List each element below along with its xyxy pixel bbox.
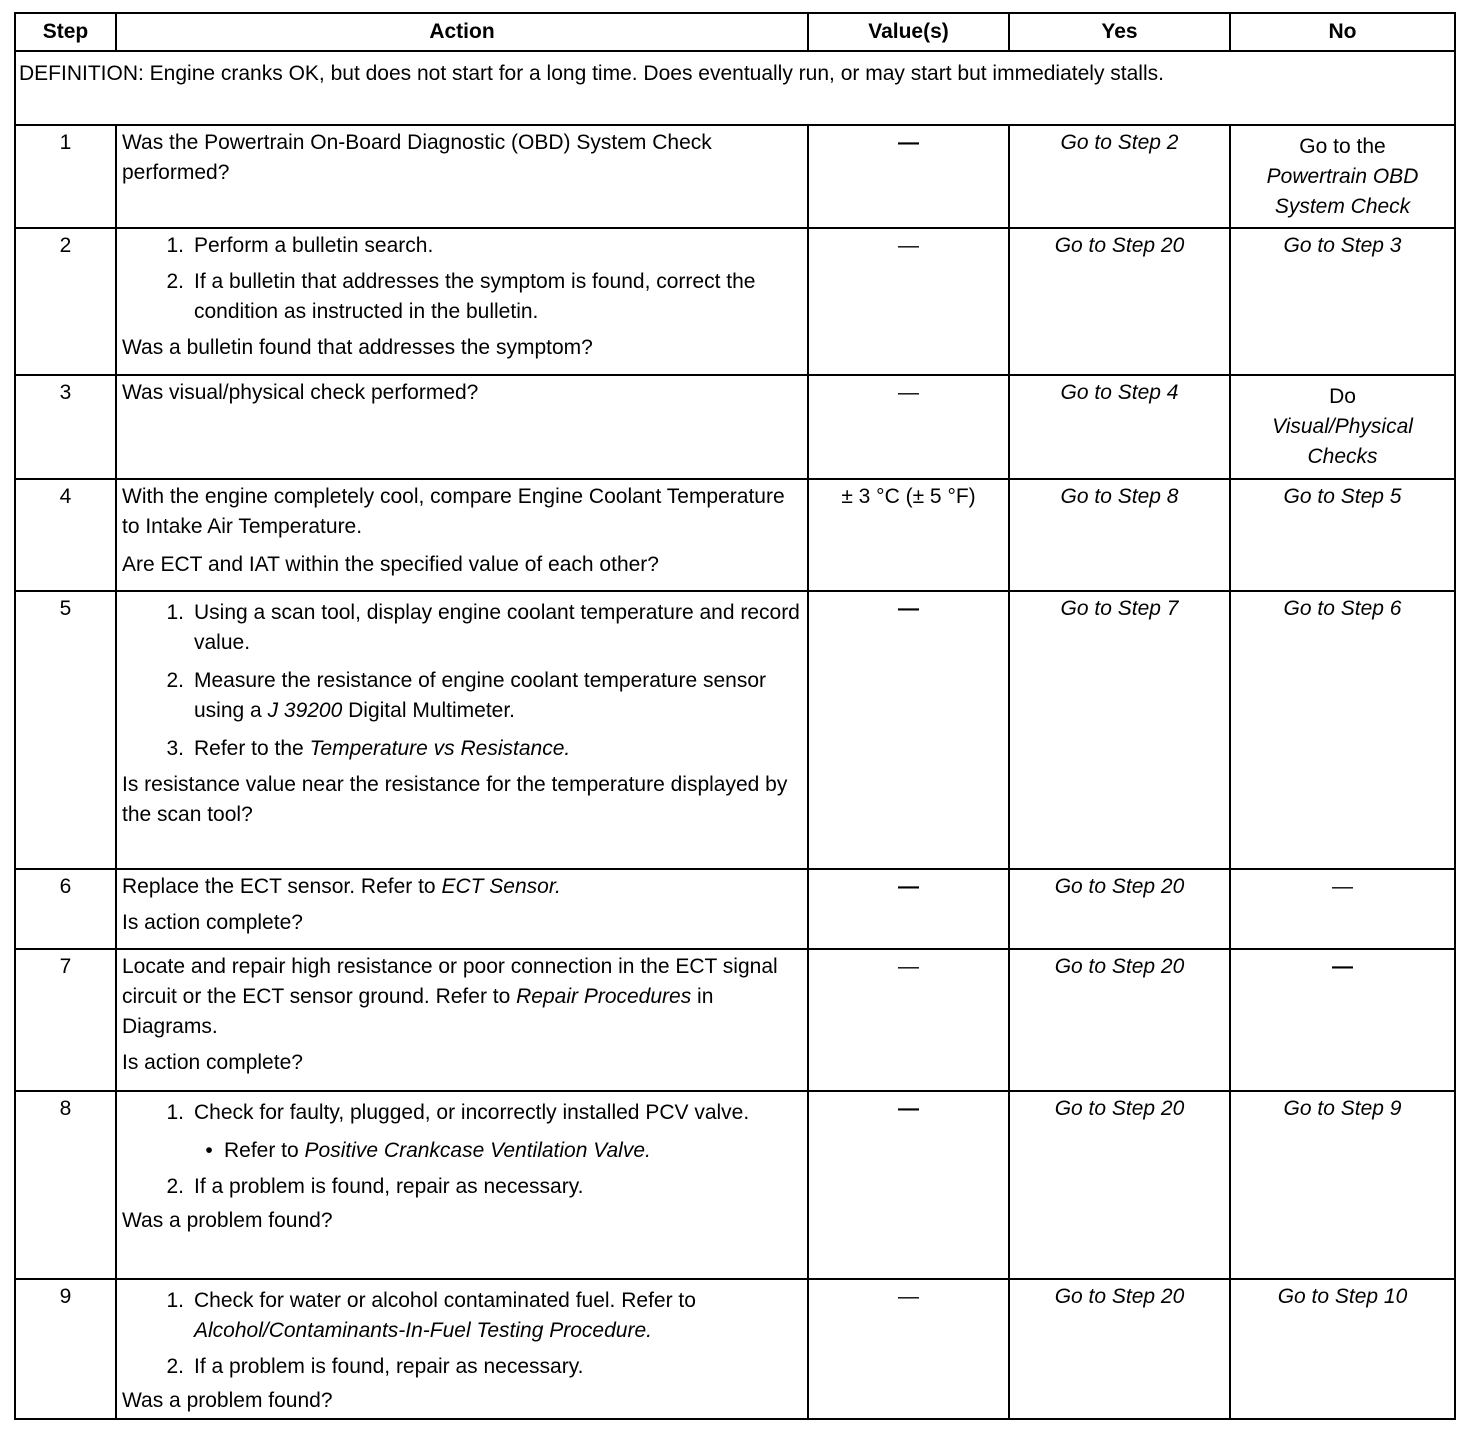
- action-cell: [116, 228, 808, 375]
- value-cell: —: [808, 228, 1009, 375]
- no-cell: Go to Step 5: [1230, 479, 1455, 591]
- header-values: Value(s): [808, 13, 1009, 51]
- header-row: [15, 13, 1455, 51]
- no-cell: Go to Step 9: [1230, 1091, 1455, 1279]
- question-text: Is action complete?: [122, 1051, 303, 1074]
- list-item: 1. Check for water or alcohol contaminated fuel. Refer to Alcohol/Contaminants-In-Fuel Testing Procedure.: [166, 1289, 696, 1342]
- yes-cell: Go to Step 20: [1009, 949, 1230, 1091]
- question-text: Was a problem found?: [122, 1389, 333, 1412]
- list-item: 2. Measure the resistance of engine coolant temperature sensor using a J 39200 Digital Multimeter.: [166, 669, 766, 722]
- step-number: 8: [15, 1091, 116, 1279]
- step-number: 9: [15, 1279, 116, 1419]
- table-row: [15, 949, 1455, 1091]
- list-item: 1. Using a scan tool, display engine coolant temperature and record value.: [166, 601, 800, 654]
- value-cell: —: [808, 591, 1009, 869]
- yes-cell: Go to Step 7: [1009, 591, 1230, 869]
- table-row: [15, 591, 1455, 869]
- bullet-item: • Refer to Positive Crankcase Ventilation Valve.: [205, 1139, 651, 1162]
- step-number: 3: [15, 375, 116, 479]
- value-cell: ± 3 °C (± 5 °F): [808, 479, 1009, 591]
- action-text: Replace the ECT sensor. Refer to ECT Sensor.: [122, 875, 561, 898]
- question-text: Was a bulletin found that addresses the symptom?: [122, 336, 593, 359]
- value-cell: —: [808, 949, 1009, 1091]
- question-text: Is action complete?: [122, 911, 303, 934]
- no-cell: [1230, 375, 1455, 479]
- list-item: 2. If a problem is found, repair as necessary.: [166, 1355, 584, 1378]
- table-row: [15, 125, 1455, 228]
- yes-cell: Go to Step 4: [1009, 375, 1230, 479]
- action-cell: [116, 949, 808, 1091]
- action-cell: [116, 375, 808, 479]
- value-cell: —: [808, 869, 1009, 949]
- diagnostic-table: [14, 12, 1456, 1420]
- step-number: 5: [15, 591, 116, 869]
- no-cell: —: [1230, 949, 1455, 1091]
- question-text: Are ECT and IAT within the specified value of each other?: [122, 553, 659, 576]
- header-no: No: [1230, 13, 1455, 51]
- no-cell: Go to Step 6: [1230, 591, 1455, 869]
- yes-cell: Go to Step 20: [1009, 869, 1230, 949]
- table-row: [15, 1091, 1455, 1279]
- table-row: [15, 375, 1455, 479]
- table-row: [15, 228, 1455, 375]
- no-reference: Visual/Physical Checks: [1272, 415, 1413, 468]
- action-cell: [116, 1091, 808, 1279]
- table-row: [15, 1279, 1455, 1419]
- step-number: 4: [15, 479, 116, 591]
- list-item: 3. Refer to the Temperature vs Resistance.: [166, 737, 571, 760]
- no-cell: [1230, 125, 1455, 228]
- action-text: Locate and repair high resistance or poor connection in the ECT signal circuit or the ECT sensor ground. Refer to Repair Procedures in Diagrams.: [122, 955, 778, 1038]
- no-prefix: Go to the: [1299, 134, 1386, 158]
- action-cell: [116, 1279, 808, 1419]
- step-number: 7: [15, 949, 116, 1091]
- no-prefix: Do: [1329, 385, 1356, 408]
- action-cell: [116, 479, 808, 591]
- no-cell: Go to Step 10: [1230, 1279, 1455, 1419]
- action-text: Was the Powertrain On-Board Diagnostic (OBD) System Check performed?: [122, 131, 712, 184]
- list-item: 1. Check for faulty, plugged, or incorrectly installed PCV valve.: [166, 1101, 750, 1124]
- action-cell: [116, 591, 808, 869]
- list-item: 2. If a bulletin that addresses the symptom is found, correct the condition as instructed in the bulletin.: [166, 270, 756, 323]
- header-step: Step: [15, 13, 116, 51]
- yes-cell: Go to Step 20: [1009, 1091, 1230, 1279]
- list-item: 1. Perform a bulletin search.: [166, 234, 434, 257]
- no-cell: —: [1230, 869, 1455, 949]
- yes-cell: Go to Step 8: [1009, 479, 1230, 591]
- question-text: Is resistance value near the resistance for the temperature displayed by the scan tool?: [122, 773, 788, 826]
- question-text: Was a problem found?: [122, 1209, 333, 1232]
- action-text: Was visual/physical check performed?: [122, 381, 479, 404]
- value-cell: —: [808, 1091, 1009, 1279]
- header-yes: Yes: [1009, 13, 1230, 51]
- table-row: [15, 479, 1455, 591]
- no-cell: Go to Step 3: [1230, 228, 1455, 375]
- action-cell: [116, 869, 808, 949]
- value-cell: —: [808, 125, 1009, 228]
- table-row: [15, 869, 1455, 949]
- yes-cell: Go to Step 20: [1009, 228, 1230, 375]
- action-text: With the engine completely cool, compare Engine Coolant Temperature to Intake Air Temperature.: [122, 485, 785, 538]
- yes-cell: Go to Step 20: [1009, 1279, 1230, 1419]
- definition-text: DEFINITION: Engine cranks OK, but does not start for a long time. Does eventually run, or may start but immediately stalls.: [15, 51, 1455, 125]
- definition-row: [15, 51, 1455, 125]
- value-cell: —: [808, 375, 1009, 479]
- yes-cell: Go to Step 2: [1009, 125, 1230, 228]
- step-number: 6: [15, 869, 116, 949]
- no-reference: Powertrain OBD System Check: [1266, 164, 1419, 218]
- step-number: 1: [15, 125, 116, 228]
- action-cell: [116, 125, 808, 228]
- list-item: 2. If a problem is found, repair as necessary.: [166, 1175, 584, 1198]
- header-action: Action: [116, 13, 808, 51]
- value-cell: —: [808, 1279, 1009, 1419]
- step-number: 2: [15, 228, 116, 375]
